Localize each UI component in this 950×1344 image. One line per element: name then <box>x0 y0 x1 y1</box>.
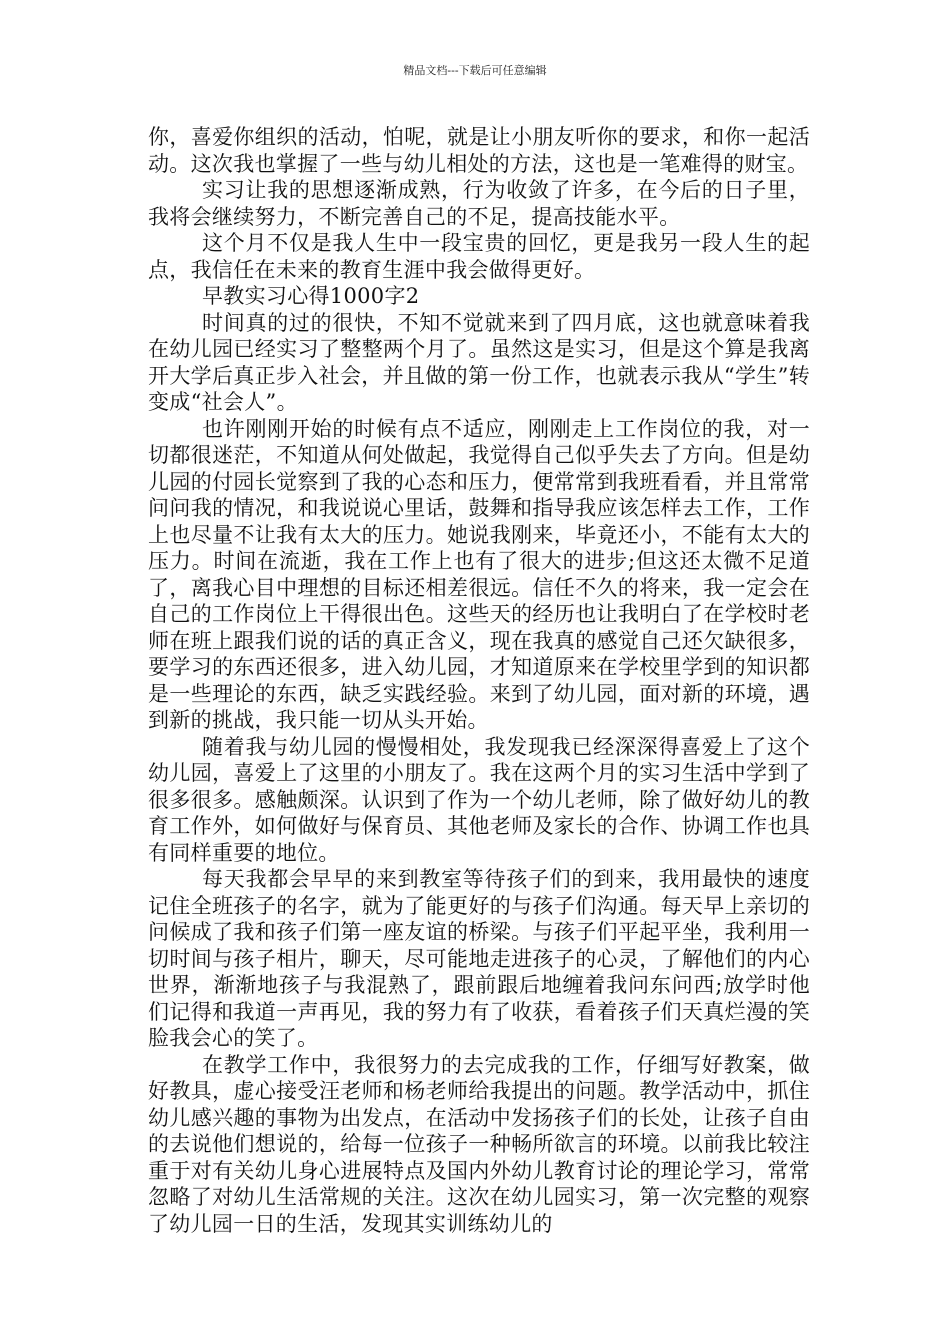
paragraph-1: 你，喜爱你组织的活动，怕呢，就是让小朋友听你的要求，和你一起活动。这次我也掌握了一些与幼儿相处的方法，这也是一笔难得的财宝。 <box>148 125 810 176</box>
document-body <box>148 124 810 1237</box>
paragraph-2: 实习让我的思想逐渐成熟，行为收敛了许多，在今后的日子里，我将会继续努力，不断完善自己的不足，提高技能水平。 <box>148 178 810 229</box>
paragraph-3: 这个月不仅是我人生中一段宝贵的回忆，更是我另一段人生的起点，我信任在未来的教育生涯中我会做得更好。 <box>148 231 810 282</box>
page-header: 精品文档---下载后可任意编辑 <box>403 64 547 77</box>
paragraph-5: 也许刚刚开始的时候有点不适应，刚刚走上工作岗位的我，对一切都很迷茫，不知道从何处做起，我觉得自己似乎失去了方向。但是幼儿园的付园长觉察到了我的心态和压力，便常常到我班看看，并且常常问问我的情况，和我说说心里话，鼓舞和指导我应该怎样去工作，工作上也尽量不让我有太大的压力。她说我刚来，毕竟还小，不能有太大的压力。时间在流逝，我在工作上也有了很大的进步;但这还太微不足道了，离我心目中理想的目标还相差很远。信任不久的将来，我一定会在自己的工作岗位上干得很出色。这些天的经历也让我明白了在学校时老师在班上跟我们说的话的真正含义，现在我真的感觉自己还欠缺很多，要学习的东西还很多，进入幼儿园，才知道原来在学校里学到的知识都是一些理论的东西，缺乏实践经验。来到了幼儿园，面对新的环境，遇到新的挑战，我只能一切从头开始。 <box>148 416 810 732</box>
paragraph-4: 时间真的过的很快，不知不觉就来到了四月底，这也就意味着我在幼儿园已经实习了整整两个月了。虽然这是实习，但是这个算是我离开大学后真正步入社会，并且做的第一份工作，也就表示我从“学生”转变成“社会人”。 <box>148 310 810 414</box>
paragraph-7: 每天我都会早早的来到教室等待孩子们的到来，我用最快的速度记住全班孩子的名字，就为了能更好的与孩子们沟通。每天早上亲切的问候成了我和孩子们第一座友谊的桥梁。与孩子们平起平坐，我利用一切时间与孩子相片，聊天，尽可能地走进孩子的心灵，了解他们的内心世界，渐渐地孩子与我混熟了，跟前跟后地缠着我问东问西;放学时他们记得和我道一声再见，我的努力有了收获，看着孩子们天真烂漫的笑脸我会心的笑了。 <box>148 867 810 1050</box>
paragraph-8: 在教学工作中，我很努力的去完成我的工作，仔细写好教案，做好教具，虚心接受汪老师和杨老师给我提出的问题。教学活动中，抓住幼儿感兴趣的事物为出发点，在活动中发扬孩子们的长处，让孩子自由的去说他们想说的，给每一位孩子一种畅所欲言的环境。以前我比较注重于对有关幼儿身心进展特点及国内外幼儿教育讨论的理论学习，常常忽略了对幼儿生活常规的关注。这次在幼儿园实习，第一次完整的观察了幼儿园一日的生活，发现其实训练幼儿的 <box>148 1052 810 1236</box>
section-heading: 早教实习心得1000字2 <box>202 284 420 308</box>
paragraph-6: 随着我与幼儿园的慢慢相处，我发现我已经深深得喜爱上了这个幼儿园，喜爱上了这里的小朋友了。我在这两个月的实习生活中学到了很多很多。感触颇深。认识到了作为一个幼儿老师，除了做好幼儿的教育工作外，如何做好与保育员、其他老师及家长的合作、协调工作也具有同样重要的地位。 <box>148 734 810 865</box>
